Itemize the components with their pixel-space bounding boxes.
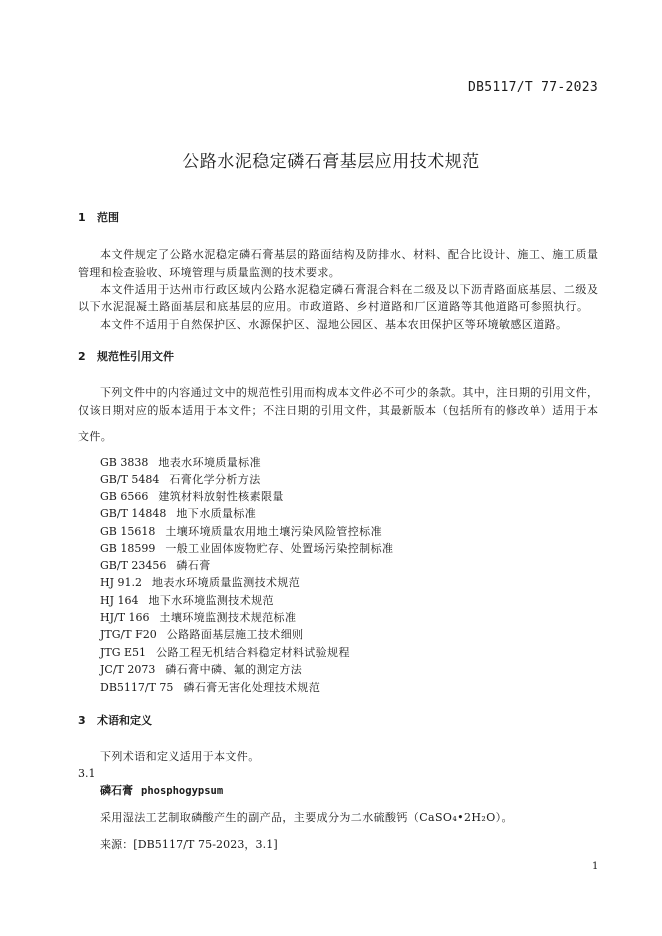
section-number: 1 <box>78 211 86 224</box>
reference-code: HJ 164 <box>100 594 139 607</box>
reference-item <box>100 646 350 660</box>
reference-item <box>100 681 320 695</box>
reference-code: GB 6566 <box>100 490 149 503</box>
reference-item <box>100 507 256 521</box>
reference-code: HJ/T 166 <box>100 611 150 624</box>
reference-title: 地表水环境质量标准 <box>158 456 261 469</box>
reference-title: 地表水环境质量监测技术规范 <box>152 576 301 589</box>
paragraph-line: 下列文件中的内容通过文中的规范性引用而构成本文件必不可少的条款。其中，注日期的引用文件， <box>100 386 598 399</box>
reference-item <box>100 559 211 573</box>
reference-title: 地下水环境监测技术规范 <box>148 594 274 607</box>
reference-item <box>100 628 304 642</box>
term-chinese: 磷石膏 <box>100 784 133 797</box>
document-number: DB5117/T 77-2023 <box>467 80 598 95</box>
reference-item <box>100 611 296 625</box>
term-number: 3.1 <box>78 767 96 780</box>
document-title: 公路水泥稳定磷石膏基层应用技术规范 <box>182 152 480 172</box>
reference-item <box>100 490 284 504</box>
reference-item <box>100 542 393 556</box>
section-title: 规范性引用文件 <box>97 350 174 363</box>
reference-code: GB 15618 <box>100 525 156 538</box>
reference-code: JC/T 2073 <box>100 663 156 676</box>
reference-title: 磷石膏无害化处理技术规范 <box>183 681 321 694</box>
reference-code: GB/T 5484 <box>100 473 160 486</box>
section-title: 术语和定义 <box>97 714 152 727</box>
reference-item <box>100 456 261 470</box>
reference-title: 公路工程无机结合料稳定材料试验规程 <box>156 646 350 659</box>
term-entry <box>100 784 223 798</box>
reference-code: JTG/T F20 <box>100 628 157 641</box>
paragraph-line: 本文件不适用于自然保护区、水源保护区、湿地公园区、基本农田保护区等环境敏感区道路。 <box>100 318 568 331</box>
reference-code: GB 3838 <box>100 456 149 469</box>
term-english: phosphogypsum <box>141 785 224 797</box>
reference-title: 土壤环境质量农用地土壤污染风险管控标准 <box>165 525 382 538</box>
reference-item <box>100 473 261 487</box>
reference-item <box>100 576 300 590</box>
section-number: 3 <box>78 714 86 727</box>
reference-title: 一般工业固体废物贮存、处置场污染控制标准 <box>165 542 394 555</box>
reference-item <box>100 594 274 608</box>
reference-code: GB/T 23456 <box>100 559 167 572</box>
section-number: 2 <box>78 350 86 363</box>
reference-code: HJ 91.2 <box>100 576 142 589</box>
page-number: 1 <box>592 861 599 872</box>
reference-title: 地下水质量标准 <box>176 507 257 520</box>
term-definition: 采用湿法工艺制取磷酸产生的副产品，主要成分为二水硫酸钙（CaSO₄•2H₂O）。 <box>100 811 513 824</box>
reference-title: 公路路面基层施工技术细则 <box>166 628 304 641</box>
paragraph-line: 下列术语和定义适用于本文件。 <box>100 750 260 763</box>
reference-code: GB/T 14848 <box>100 507 167 520</box>
reference-title: 石膏化学分析方法 <box>169 473 261 486</box>
section-title: 范围 <box>97 211 119 224</box>
section-2-heading <box>78 350 174 364</box>
paragraph-line: 文件。 <box>78 430 113 443</box>
section-3-heading <box>78 714 152 728</box>
reference-code: DB5117/T 75 <box>100 681 174 694</box>
reference-title: 磷石膏中磷、氟的测定方法 <box>165 663 303 676</box>
reference-item <box>100 525 382 539</box>
section-1-heading <box>78 211 119 225</box>
reference-code: JTG E51 <box>100 646 147 659</box>
term-source: 来源：[DB5117/T 75-2023，3.1] <box>100 838 278 851</box>
paragraph-line: 管理和检查验收、环境管理与质量监测的技术要求。 <box>78 266 341 279</box>
paragraph-line: 以下水泥混凝土路面基层和底基层的应用。市政道路、乡村道路和厂区道路等其他道路可参照执行。 <box>78 300 588 313</box>
reference-item <box>100 663 302 677</box>
reference-title: 建筑材料放射性核素限量 <box>158 490 284 503</box>
paragraph-line: 仅该日期对应的版本适用于本文件；不注日期的引用文件，其最新版本（包括所有的修改单）适用于本 <box>78 404 598 417</box>
reference-title: 土壤环境监测技术规范标准 <box>159 611 297 624</box>
paragraph-line: 本文件适用于达州市行政区域内公路水泥稳定磷石膏混合料在二级及以下沥青路面底基层、二级及 <box>100 283 598 296</box>
reference-title: 磷石膏 <box>176 559 211 572</box>
reference-code: GB 18599 <box>100 542 156 555</box>
paragraph-line: 本文件规定了公路水泥稳定磷石膏基层的路面结构及防排水、材料、配合比设计、施工、施工质量 <box>100 248 598 261</box>
